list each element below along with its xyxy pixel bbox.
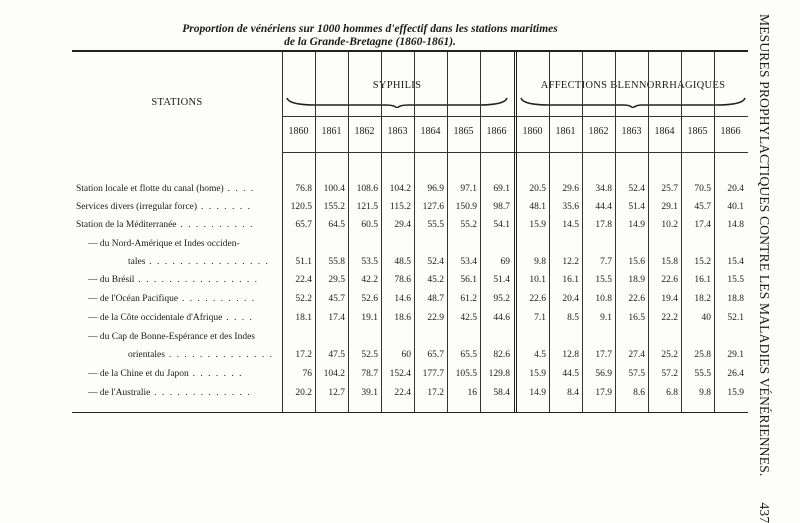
table-cell: 45.2: [427, 275, 444, 285]
row-label: [88, 312, 253, 324]
year-header: 1865: [687, 126, 708, 137]
table-cell: 17.8: [595, 220, 612, 230]
syphilis-brace: [286, 96, 508, 108]
row-label: [88, 293, 256, 305]
table-cell: 95.2: [493, 294, 510, 304]
table-cell: 97.1: [460, 184, 477, 194]
row-label: [88, 331, 255, 343]
table-cell: 7.7: [600, 257, 612, 267]
table-cell: 55.5: [427, 220, 444, 230]
table-cell: 17.4: [328, 313, 345, 323]
row-label: [76, 219, 254, 231]
table-cell: 39.1: [361, 388, 378, 398]
table-cell: 22.6: [661, 275, 678, 285]
table-cell: 16.5: [628, 313, 645, 323]
year-header: 1863: [387, 126, 408, 137]
table-cell: 16.1: [562, 275, 579, 285]
table-cell: 6.8: [666, 388, 678, 398]
table-cell: 76.8: [295, 184, 312, 194]
table-cell: 17.4: [694, 220, 711, 230]
table-cell: 8.4: [567, 388, 579, 398]
table-cell: 56.9: [595, 369, 612, 379]
table-cell: 104.2: [323, 369, 345, 379]
table-cell: 22.6: [628, 294, 645, 304]
table-cell: 61.2: [460, 294, 477, 304]
table-cell: 65.5: [460, 350, 477, 360]
table-cell: 27.4: [628, 350, 645, 360]
station-name: Station locale et flotte du canal (home): [76, 184, 224, 194]
table-cell: 42.5: [460, 313, 477, 323]
table-cell: 76: [302, 369, 312, 379]
table-cell: 115.2: [389, 202, 411, 212]
row-label: [76, 183, 255, 195]
row-label: [88, 368, 243, 380]
table-cell: 45.7: [694, 202, 711, 212]
table-cell: 18.6: [394, 313, 411, 323]
table-cell: 82.6: [493, 350, 510, 360]
table-cell: 104.2: [389, 184, 411, 194]
table-cell: 55.8: [328, 257, 345, 267]
table-cell: 47.5: [328, 350, 345, 360]
table-cell: 45.7: [328, 294, 345, 304]
station-name: Station de la Méditerranée: [76, 220, 177, 230]
table-cell: 96.9: [427, 184, 444, 194]
table-cell: 17.2: [295, 350, 312, 360]
table-cell: 108.6: [356, 184, 378, 194]
station-name: Services divers (irregular force): [76, 202, 198, 212]
table-cell: 25.2: [661, 350, 678, 360]
table-cell: 19.4: [661, 294, 678, 304]
table-cell: 57.5: [628, 369, 645, 379]
page-number: 437: [757, 502, 772, 523]
table-cell: 40.1: [727, 202, 744, 212]
table-cell: 65.7: [295, 220, 312, 230]
table-cell: 129.8: [488, 369, 510, 379]
table-cell: 14.5: [562, 220, 579, 230]
table-cell: 48.7: [427, 294, 444, 304]
year-header: 1866: [720, 126, 741, 137]
year-header: 1860: [288, 126, 309, 137]
table-cell: 78.7: [361, 369, 378, 379]
table-cell: 55.2: [460, 220, 477, 230]
table-cell: 177.7: [422, 369, 444, 379]
table-cell: 51.1: [295, 257, 312, 267]
table-cell: 18.2: [694, 294, 711, 304]
table-cell: 14.6: [394, 294, 411, 304]
station-name: — de l'Australie: [88, 388, 151, 398]
table-cell: 15.5: [727, 275, 744, 285]
table-cell: 150.9: [455, 202, 477, 212]
table-cell: 15.9: [529, 220, 546, 230]
table-cell: 44.6: [493, 313, 510, 323]
table-cell: 55.5: [694, 369, 711, 379]
table-cell: 155.2: [323, 202, 345, 212]
table-cell: 15.5: [595, 275, 612, 285]
table-cell: 15.6: [628, 257, 645, 267]
leader-dots: . . . . . . . . . . . . . . . .: [145, 257, 270, 267]
table-cell: 57.2: [661, 369, 678, 379]
table-cell: 54.1: [493, 220, 510, 230]
row-label: [88, 238, 240, 250]
leader-dots: . . . .: [222, 313, 254, 323]
table-cell: 52.4: [628, 184, 645, 194]
year-header: 1861: [321, 126, 342, 137]
table-cell: 25.8: [694, 350, 711, 360]
row-label: [88, 387, 251, 399]
year-header: 1863: [621, 126, 642, 137]
table-cell: 48.1: [529, 202, 546, 212]
table-cell: 53.5: [361, 257, 378, 267]
running-head: [756, 14, 772, 523]
leader-dots: . . . . . . .: [197, 202, 252, 212]
table-cell: 22.2: [661, 313, 678, 323]
leader-dots: . . . . . . .: [188, 369, 244, 379]
year-header: 1862: [588, 126, 609, 137]
table-cell: 16.1: [694, 275, 711, 285]
table-cell: 18.9: [628, 275, 645, 285]
table-cell: 17.2: [427, 388, 444, 398]
table-cell: 20.2: [295, 388, 312, 398]
table-cell: 48.5: [394, 257, 411, 267]
running-head-text: MESURES PROPHYLACTIQUES CONTRE LES MALADIES VÉNÉRIENNES.: [757, 14, 772, 477]
table-cell: 15.9: [529, 369, 546, 379]
table-cell: 25.7: [661, 184, 678, 194]
data-table: [72, 50, 748, 413]
table-cell: 18.8: [727, 294, 744, 304]
station-name: orientales: [128, 350, 165, 360]
table-cell: 58.4: [493, 388, 510, 398]
station-name: — de la Chine et du Japon: [88, 369, 189, 379]
year-header: 1860: [522, 126, 543, 137]
table-cell: 15.8: [661, 257, 678, 267]
table-cell: 78.6: [394, 275, 411, 285]
table-cell: 9.8: [699, 388, 711, 398]
table-cell: 51.4: [493, 275, 510, 285]
leader-dots: . . . . . . . . . . . . .: [150, 388, 252, 398]
table-cell: 10.8: [595, 294, 612, 304]
table-cell: 22.4: [394, 388, 411, 398]
table-cell: 9.1: [600, 313, 612, 323]
table-cell: 15.4: [727, 257, 744, 267]
table-cell: 29.1: [661, 202, 678, 212]
table-cell: 4.5: [534, 350, 546, 360]
row-label: [88, 274, 258, 286]
table-cell: 60: [401, 350, 411, 360]
station-name: — du Nord-Amérique et Indes occiden-: [88, 239, 240, 249]
syphilis-header: SYPHILIS: [372, 80, 422, 91]
year-header: 1866: [486, 126, 507, 137]
running-head-area: [744, 0, 800, 435]
table-cell: 44.4: [595, 202, 612, 212]
table-cell: 40: [701, 313, 711, 323]
row-label: [128, 256, 269, 268]
table-cell: 29.5: [328, 275, 345, 285]
table-cell: 64.5: [328, 220, 345, 230]
table-cell: 35.6: [562, 202, 579, 212]
table-cell: 14.9: [628, 220, 645, 230]
table-cell: 98.7: [493, 202, 510, 212]
table-cell: 12.7: [328, 388, 345, 398]
table-cell: 52.1: [727, 313, 744, 323]
table-cell: 15.9: [727, 388, 744, 398]
table-cell: 127.6: [422, 202, 444, 212]
table-cell: 26.4: [727, 369, 744, 379]
table-cell: 18.1: [295, 313, 312, 323]
table-cell: 10.2: [661, 220, 678, 230]
table-cell: 52.2: [295, 294, 312, 304]
table-cell: 121.5: [356, 202, 378, 212]
table-cell: 69: [500, 257, 510, 267]
year-header: 1864: [420, 126, 441, 137]
leader-dots: . . . . . . . . . .: [176, 220, 255, 230]
table-cell: 120.5: [290, 202, 312, 212]
table-cell: 12.2: [562, 257, 579, 267]
table-cell: 16: [467, 388, 477, 398]
station-name: — de l'Océan Pacifique: [88, 294, 179, 304]
table-cell: 52.4: [427, 257, 444, 267]
station-name: tales: [128, 257, 146, 267]
table-cell: 60.5: [361, 220, 378, 230]
page-title-line-1: Proportion de vénériens sur 1000 hommes d'effectif dans les stations maritimes: [182, 23, 558, 35]
table-cell: 10.1: [529, 275, 546, 285]
table-cell: 56.1: [460, 275, 477, 285]
year-header: 1865: [453, 126, 474, 137]
page-title-line-2: de la Grande-Bretagne (1860-1861).: [284, 36, 456, 48]
table-cell: 52.6: [361, 294, 378, 304]
blennorrhagic-brace: [520, 96, 746, 108]
station-name: — du Brésil: [88, 275, 135, 285]
blennorrhagic-header: AFFECTIONS BLENNORRHAGIQUES: [540, 80, 726, 91]
station-name: — du Cap de Bonne-Espérance et des Indes: [88, 332, 255, 342]
table-cell: 15.2: [694, 257, 711, 267]
leader-dots: . . . . . . . . . . . . . .: [164, 350, 274, 360]
table-cell: 70.5: [694, 184, 711, 194]
row-label: [128, 349, 273, 361]
table-cell: 19.1: [361, 313, 378, 323]
year-header: 1861: [555, 126, 576, 137]
table-cell: 29.4: [394, 220, 411, 230]
table-cell: 44.5: [562, 369, 579, 379]
table-cell: 14.8: [727, 220, 744, 230]
year-header: 1862: [354, 126, 375, 137]
table-cell: 20.4: [727, 184, 744, 194]
table-cell: 52.5: [361, 350, 378, 360]
table-cell: 8.6: [633, 388, 645, 398]
leader-dots: . . . . . . . . . . . . . . . .: [134, 275, 259, 285]
table-cell: 14.9: [529, 388, 546, 398]
leader-dots: . . . .: [223, 184, 255, 194]
table-cell: 7.1: [534, 313, 546, 323]
table-cell: 51.4: [628, 202, 645, 212]
table-cell: 100.4: [323, 184, 345, 194]
table-cell: 20.5: [529, 184, 546, 194]
table-cell: 69.1: [493, 184, 510, 194]
table-cell: 29.6: [562, 184, 579, 194]
table-cell: 34.8: [595, 184, 612, 194]
table-cell: 22.6: [529, 294, 546, 304]
table-cell: 17.7: [595, 350, 612, 360]
table-cell: 22.9: [427, 313, 444, 323]
year-header: 1864: [654, 126, 675, 137]
row-label: [76, 201, 251, 213]
table-cell: 152.4: [389, 369, 411, 379]
table-cell: 65.7: [427, 350, 444, 360]
table-cell: 53.4: [460, 257, 477, 267]
table-cell: 9.8: [534, 257, 546, 267]
table-cell: 29.1: [727, 350, 744, 360]
table-cell: 17.9: [595, 388, 612, 398]
stations-header: STATIONS: [151, 97, 203, 108]
table-cell: 20.4: [562, 294, 579, 304]
leader-dots: . . . . . . . . . .: [178, 294, 256, 304]
table-cell: 105.5: [455, 369, 477, 379]
table-cell: 12.8: [562, 350, 579, 360]
table-cell: 42.2: [361, 275, 378, 285]
table-cell: 22.4: [295, 275, 312, 285]
table-cell: 8.5: [567, 313, 579, 323]
station-name: — de la Côte occidentale d'Afrique: [88, 313, 223, 323]
